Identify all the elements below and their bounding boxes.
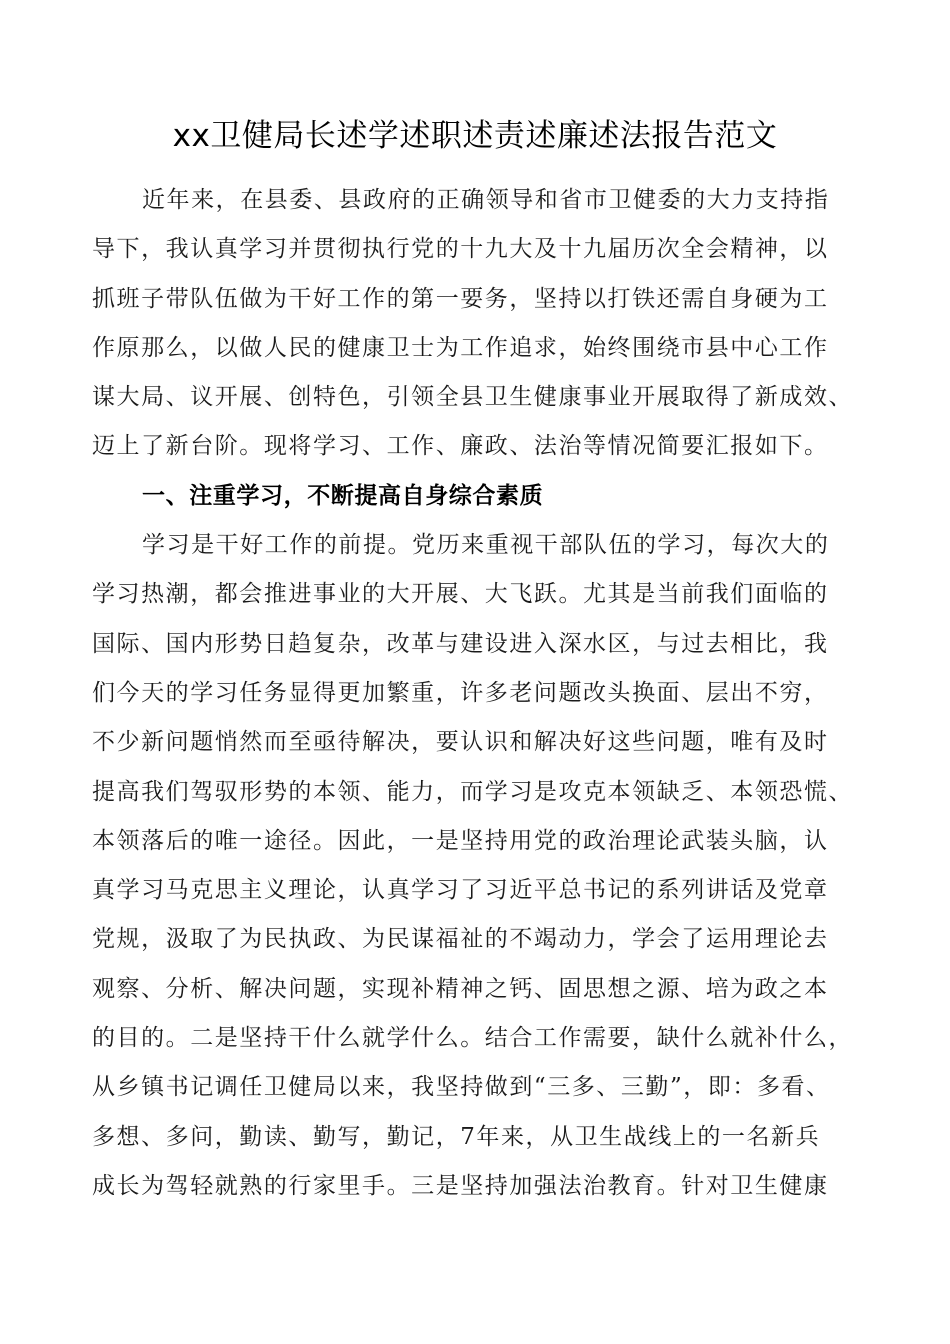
paragraph-line: 成长为驾轻就熟的行家里手。三是坚持加强法治教育。针对卫生健康 <box>92 1172 829 1199</box>
paragraph-line: 多想、多问，勤读、勤写，勤记，7年来，从卫生战线上的一名新兵 <box>92 1123 821 1150</box>
paragraph-line: 抓班子带队伍做为干好工作的第一要务，坚持以打铁还需自身硬为工 <box>92 285 829 312</box>
paragraph-line: 真学习马克思主义理论，认真学习了习近平总书记的系列讲话及党章 <box>92 877 829 904</box>
document-body <box>92 178 882 1213</box>
paragraph-line: 的目的。二是坚持干什么就学什么。结合工作需要，缺什么就补什么， <box>92 1025 854 1052</box>
paragraph-line: 们今天的学习任务显得更加繁重，许多老问题改头换面、层出不穷， <box>92 679 829 706</box>
section-heading: 一、注重学习，不断提高自身综合素质 <box>142 482 544 509</box>
paragraph-line: 从乡镇书记调任卫健局以来，我坚持做到“三多、三勤”，即：多看、 <box>92 1074 831 1101</box>
paragraph-line: 提高我们驾驭形势的本领、能力，而学习是攻克本领缺乏、本领恐慌、 <box>92 778 854 805</box>
paragraph-line: 学习热潮，都会推进事业的大开展、大飞跃。尤其是当前我们面临的 <box>92 581 829 608</box>
paragraph-line: 观察、分析、解决问题，实现补精神之钙、固思想之源、培为政之本 <box>92 975 829 1002</box>
paragraph-line: 不少新问题悄然而至亟待解决，要认识和解决好这些问题，唯有及时 <box>92 729 829 756</box>
paragraph-line: 党规，汲取了为民执政、为民谋福祉的不竭动力，学会了运用理论去 <box>92 926 829 953</box>
paragraph-line: 国际、国内形势日趋复杂，改革与建设进入深水区，与过去相比，我 <box>92 630 829 657</box>
paragraph-line: 近年来，在县委、县政府的正确领导和省市卫健委的大力支持指 <box>142 187 830 213</box>
paragraph-line: 谋大局、议开展、创特色，引领全县卫生健康事业开展取得了新成效、 <box>92 384 854 411</box>
paragraph-line: 学习是干好工作的前提。党历来重视干部队伍的学习，每次大的 <box>142 532 830 559</box>
document-title: xx卫健局长述学述职述责述廉述法报告范文 <box>172 118 778 154</box>
paragraph-line: 本领落后的唯一途径。因此，一是坚持用党的政治理论武装头脑，认 <box>92 827 829 854</box>
paragraph-line: 迈上了新台阶。现将学习、工作、廉政、法治等情况简要汇报如下。 <box>92 433 829 460</box>
paragraph-line: 导下，我认真学习并贯彻执行党的十九大及十九届历次全会精神，以 <box>92 236 829 263</box>
paragraph-line: 作原那么，以做人民的健康卫士为工作追求，始终围绕市县中心工作 <box>92 334 829 361</box>
